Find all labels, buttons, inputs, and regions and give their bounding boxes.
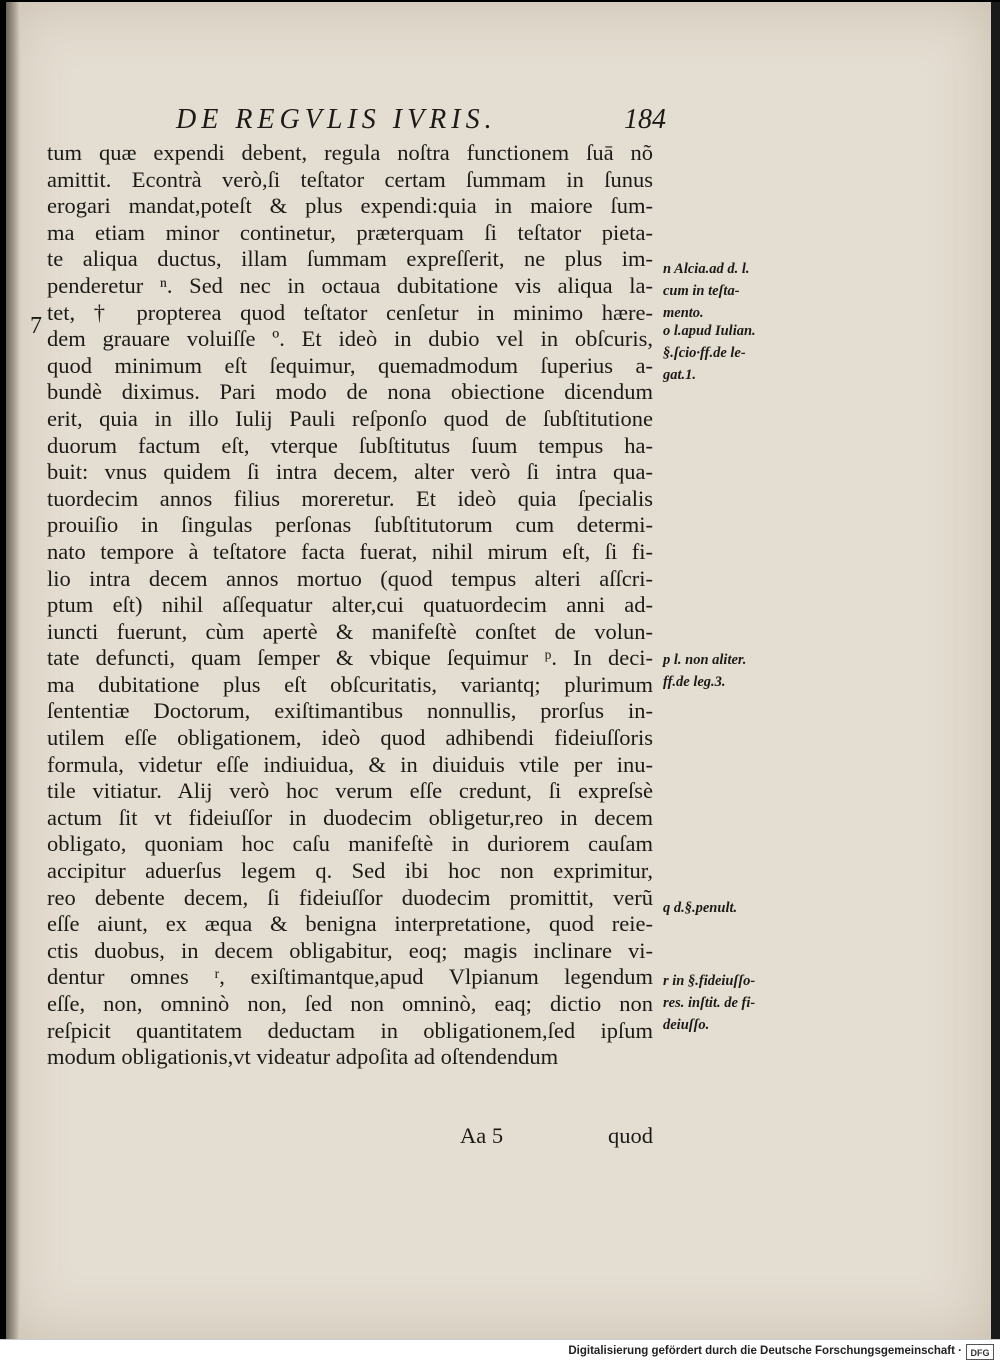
margin-note-line: cum in teſta-: [663, 283, 740, 299]
text-line: duorum factum eſt, vterque ſubſtitutus ſuum tempus ha-: [47, 432, 653, 458]
funding-notice: Digitalisierung gefördert durch die Deutsche Forschungsgemeinschaft ·: [568, 1345, 962, 1357]
text-line: ſententiæ Doctorum, exiſtimantibus nonnullis, prorſus in-: [47, 698, 653, 724]
text-line: formula, videtur eſſe indiuidua, & in diuiduis vtile per inu-: [47, 751, 653, 777]
margin-note-o: [663, 320, 823, 386]
dfg-logo-icon: DFG: [966, 1344, 994, 1360]
text-line: quod minimum eſt ſequimur, quemadmodum ſuperius a-: [47, 352, 653, 378]
margin-note-line: res. inſtit. de fi-: [663, 995, 756, 1011]
text-line: dentur omnes ʳ, exiſtimantque,apud Vlpianum legendum: [47, 964, 653, 990]
text-line: erit, quia in illo Iulij Pauli reſponſo quod de ſubſtitutione: [47, 405, 653, 431]
digitization-bar: [0, 1339, 1000, 1365]
margin-note-line: n Alcia.ad d. l.: [663, 261, 750, 277]
text-line: modum obligationis,vt videatur adpoſita ad oſtendendum: [47, 1044, 559, 1070]
text-line: reſpicit quantitatem deductam in obligationem,ſed ipſum: [47, 1017, 653, 1043]
margin-note-q: [663, 897, 823, 919]
text-line: ma etiam minor continetur, præterquam ſi teſtator pieta-: [47, 219, 653, 245]
text-line: iuncti fuerunt, cùm apertè & manifeſtè conſtet de volun-: [47, 618, 653, 644]
margin-note-line: gat.1.: [663, 367, 697, 383]
text-line: erogari mandat,poteſt & plus expendi:quia in maiore ſum-: [47, 193, 653, 219]
text-line: accipitur aduerſus legem q. Sed ibi hoc non exprimitur,: [47, 858, 653, 884]
text-line: dem grauare voluiſſe º. Et ideò in dubio vel in obſcuris,: [47, 326, 653, 352]
margin-note-line: deiuſſo.: [663, 1017, 710, 1033]
margin-note-line: o l.apud Iulian.: [663, 323, 756, 339]
text-line: eſſe aiunt, ex æqua & benigna interpretatione, quod reie-: [47, 911, 653, 937]
text-line: tum quæ expendi debent, regula noſtra functionem ſuā nõ: [47, 140, 653, 165]
catchword: quod: [608, 1123, 653, 1148]
text-line: tet, † propterea quod teſtator cenſetur in minimo hære-: [47, 299, 653, 325]
text-line: ma dubitatione plus eſt obſcuritatis, variantq; plurimum: [47, 671, 653, 697]
text-line: obligato, quoniam hoc caſu manifeſtè in duriorem cauſam: [47, 831, 653, 857]
text-line: tile vitiatur. Alij verò hoc verum eſſe credunt, ſi expreſsè: [47, 778, 653, 804]
text-line: bundè diximus. Pari modo de nona obiectione dicendum: [47, 379, 653, 405]
running-head: [176, 104, 666, 138]
margin-note-line: ff.de leg.3.: [663, 674, 726, 690]
page-edge: [991, 2, 1000, 1340]
margin-note-line: p l. non aliter.: [663, 652, 747, 668]
text-line: actum ſit vt fideiuſſor in duodecim obligetur,reo in decem: [47, 804, 653, 830]
margin-note-p: [663, 649, 823, 693]
margin-note-line: mento.: [663, 305, 704, 321]
text-line: prouiſio in ſingulas perſonas ſubſtitutorum cum determi-: [47, 512, 653, 538]
signature-mark: Aa 5: [460, 1123, 504, 1148]
text-line: nato tempore à teſtatore facta fuerat, nihil mirum eſt, ſi fi-: [47, 538, 653, 564]
page-footer: [47, 1123, 653, 1153]
running-title: DE REGVLIS IVRIS.: [176, 104, 497, 135]
text-line: tate defuncti, quam ſemper & vbique ſequimur ᵖ. In deci-: [47, 645, 653, 671]
margin-note-line: q d.§.penult.: [663, 900, 738, 916]
body-text: [47, 140, 653, 1071]
text-line: amittit. Econtrà verò,ſi teſtator certam ſummam in ſunus: [47, 166, 653, 192]
text-line: penderetur ⁿ. Sed nec in octaua dubitatione vis aliqua la-: [47, 272, 653, 298]
text-line: lio intra decem annos mortuo (quod tempus alteri aſſcri-: [47, 565, 653, 591]
margin-note-r: [663, 970, 823, 1036]
margin-note-line: §.ſcio·ff.de le-: [663, 345, 746, 361]
margin-section-marker: 7: [30, 313, 42, 339]
text-line: ctis duobus, in decem obligabitur, eoq; magis inclinare vi-: [47, 937, 653, 963]
page-number: 184: [624, 104, 666, 135]
text-line: ptum eſt) nihil aſſequatur alter,cui quatuordecim anni ad-: [47, 592, 653, 618]
margin-note-n: [663, 258, 823, 324]
text-line: buit: vnus quidem ſi intra decem, alter verò ſi intra qua-: [47, 459, 653, 485]
text-line: tuordecim annos filius moreretur. Et ideò quia ſpecialis: [47, 485, 653, 511]
text-line: utilem eſſe obligationem, ideò quod adhibendi fideiuſſoris: [47, 725, 653, 751]
page-gutter-shadow: [6, 2, 20, 1340]
text-line: te aliqua ductus, illam ſummam expreſſerit, ne plus im-: [47, 246, 653, 272]
text-line: eſſe, non, omninò non, ſed non omninò, eaq; dictio non: [47, 991, 653, 1016]
text-line: reo debente decem, ſi fideiuſſor duodecim promittit, verũ: [47, 884, 653, 910]
margin-note-line: r in §.fideiuſſo-: [663, 973, 756, 989]
